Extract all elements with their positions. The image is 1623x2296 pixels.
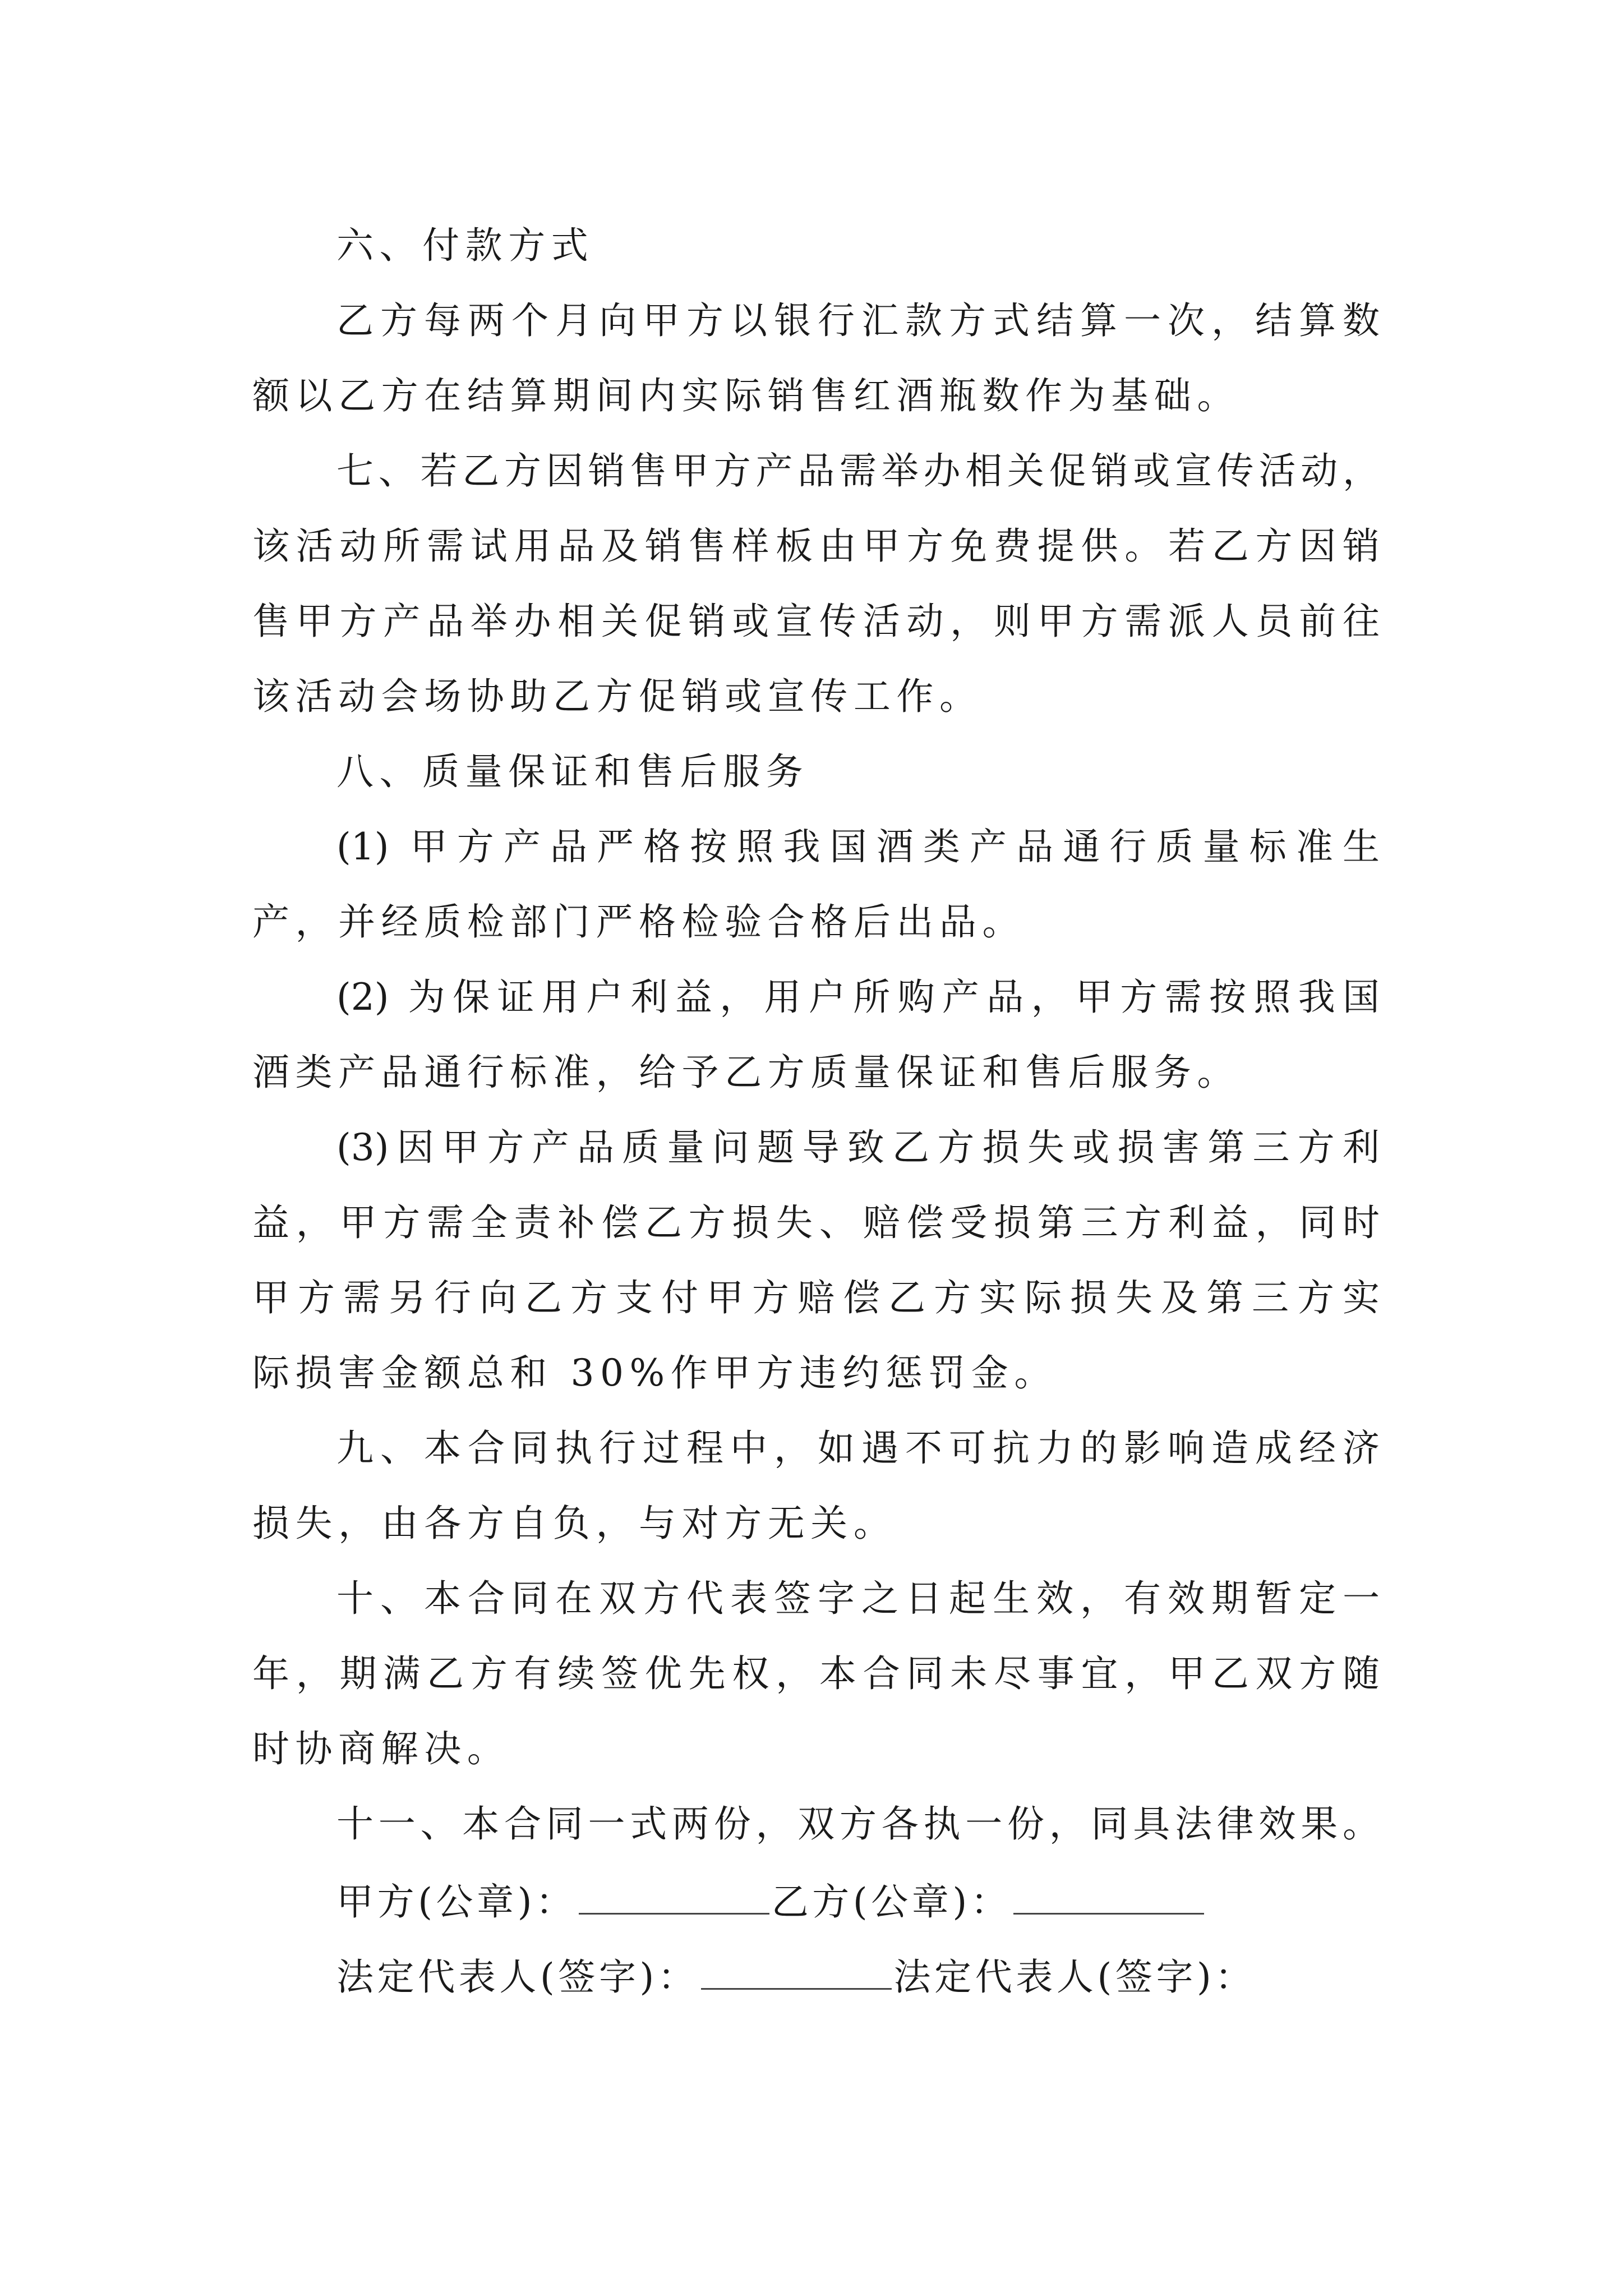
section-8-item-3-line-1: (3)因甲方产品质量问题导致乙方损失或损害第三方利 (336, 1126, 1380, 1169)
section-8-item-3-line-4: 际损害金额总和 30%作甲方违约惩罚金。 (252, 1351, 1057, 1395)
section-11-line-1: 十一、本合同一式两份，双方各执一份，同具法律效果。 (336, 1802, 1380, 1846)
section-7-line-4: 该活动会场协助乙方促销或宣传工作。 (252, 675, 983, 718)
section-8-item-1-line-1: (1) 甲方产品严格按照我国酒类产品通行质量标准生 (336, 825, 1380, 868)
section-6-line-2: 额以乙方在结算期间内实际销售红酒瓶数作为基础。 (252, 374, 1240, 417)
rep-b-label: 法定代表人(签字)： (893, 1955, 1256, 1999)
section-10-line-3: 时协商解决。 (252, 1727, 510, 1770)
section-8-heading: 八、质量保证和售后服务 (336, 750, 809, 793)
section-7-line-3: 售甲方产品举办相关促销或宣传活动，则甲方需派人员前往 (252, 600, 1380, 643)
section-10-line-1: 十、本合同在双方代表签字之日起生效，有效期暂定一 (336, 1577, 1380, 1620)
party-b-seal-blank[interactable] (1013, 1874, 1204, 1915)
section-8-item-3-line-3: 甲方需另行向乙方支付甲方赔偿乙方实际损失及第三方实 (252, 1276, 1380, 1319)
section-8-item-3-line-2: 益，甲方需全责补偿乙方损失、赔偿受损第三方利益，同时 (252, 1201, 1380, 1244)
section-8-item-2-line-1: (2) 为保证用户利益，用户所购产品，甲方需按照我国 (336, 976, 1380, 1019)
section-6-line-1: 乙方每两个月向甲方以银行汇款方式结算一次，结算数 (336, 299, 1380, 342)
rep-a-label: 法定代表人(签字)： (336, 1955, 699, 1999)
party-a-seal-label: 甲方(公章)： (336, 1880, 577, 1924)
section-8-item-2-line-2: 酒类产品通行标准，给予乙方质量保证和售后服务。 (252, 1051, 1240, 1094)
section-9-line-1: 九、本合同执行过程中，如遇不可抗力的影响造成经济 (336, 1427, 1380, 1470)
section-8-item-1-line-2: 产，并经质检部门严格检验合格后出品。 (252, 900, 1026, 944)
section-7-line-2: 该活动所需试用品及销售样板由甲方免费提供。若乙方因销 (252, 524, 1380, 568)
section-6-heading: 六、付款方式 (336, 224, 594, 267)
party-b-seal-label: 乙方(公章)： (771, 1880, 1012, 1924)
representative-row (336, 1949, 1380, 1998)
seal-row (336, 1874, 1380, 1923)
section-9-line-2: 损失，由各方自负，与对方无关。 (252, 1502, 897, 1545)
rep-a-signature-blank[interactable] (701, 1949, 892, 1990)
section-10-line-2: 年，期满乙方有续签优先权，本合同未尽事宜，甲乙双方随 (252, 1652, 1380, 1695)
party-a-seal-blank[interactable] (579, 1874, 769, 1915)
section-7-line-1: 七、若乙方因销售甲方产品需举办相关促销或宣传活动， (336, 449, 1380, 493)
